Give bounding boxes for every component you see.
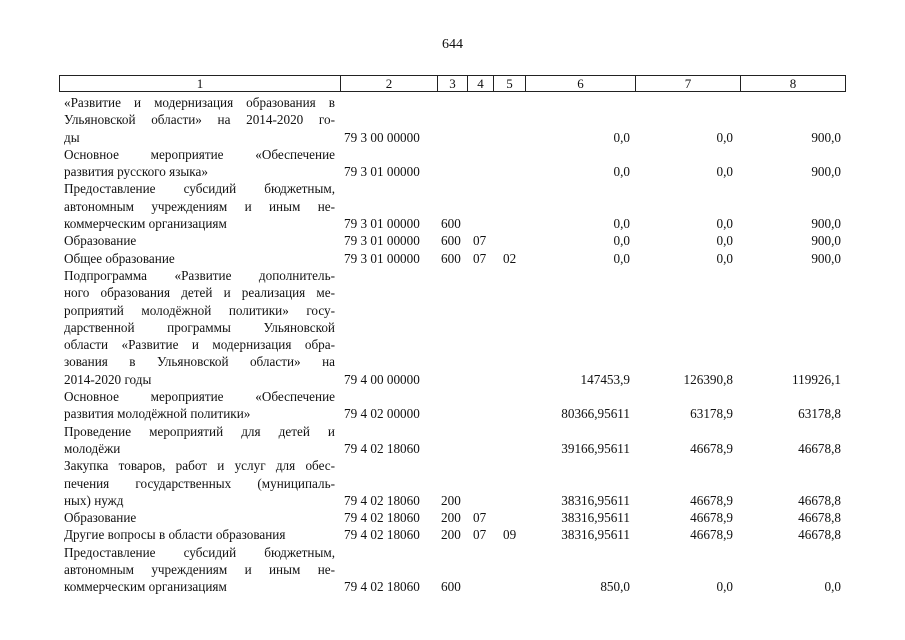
amount-col-6: 147453,9 [580, 371, 630, 387]
row-description [64, 94, 335, 146]
target-code: 79 3 01 00000 [344, 250, 420, 266]
description-line: «Развитие и модернизация образования в [64, 95, 335, 110]
table-row [0, 544, 905, 596]
description-line: ного образования детей и реализация ме- [64, 285, 335, 301]
description-line: коммерческим организациям [64, 216, 227, 232]
subsection: 09 [503, 527, 517, 543]
section: 07 [473, 510, 487, 526]
amount-col-7: 0,0 [716, 250, 733, 266]
expense-type: 600 [441, 579, 461, 595]
target-code: 79 4 00 00000 [344, 371, 420, 387]
description-line: зования в Ульяновской области» на [64, 354, 335, 370]
amount-col-6: 80366,95611 [561, 406, 630, 422]
row-description [64, 250, 335, 267]
amount-col-7: 0,0 [716, 164, 733, 180]
description-line: Предоставление субсидий бюджетным, [64, 544, 335, 560]
amount-col-8: 900,0 [811, 164, 841, 180]
expense-type: 600 [441, 250, 461, 266]
target-code: 79 4 02 18060 [344, 510, 420, 526]
header-col-4: 4 [468, 76, 494, 91]
description-line: ды [64, 129, 80, 145]
table-row [0, 423, 905, 458]
target-code: 79 4 02 18060 [344, 579, 420, 595]
description-line: печения государственных (муниципаль- [64, 475, 335, 491]
amount-col-6: 0,0 [613, 164, 630, 180]
table-row [0, 94, 905, 146]
description-line: области «Развитие и модернизация обра- [64, 337, 335, 353]
description-line: Ульяновской области» на 2014-2020 го- [64, 112, 335, 128]
amount-col-8: 46678,8 [798, 492, 841, 508]
amount-col-6: 0,0 [613, 233, 630, 249]
description-line: ных) нужд [64, 492, 124, 508]
amount-col-6: 0,0 [613, 250, 630, 266]
amount-col-7: 0,0 [716, 233, 733, 249]
target-code: 79 4 02 00000 [344, 406, 420, 422]
amount-col-8: 119926,1 [792, 371, 841, 387]
amount-col-7: 46678,9 [690, 440, 733, 456]
expense-type: 200 [441, 510, 461, 526]
amount-col-8: 900,0 [811, 216, 841, 232]
amount-col-7: 63178,9 [690, 406, 733, 422]
description-line: Другие вопросы в области образования [64, 527, 286, 543]
target-code: 79 3 01 00000 [344, 233, 420, 249]
description-line: Основное мероприятие «Обеспечение [64, 146, 335, 162]
amount-col-6: 0,0 [613, 216, 630, 232]
description-line: автономным учреждениям и иным не- [64, 198, 335, 214]
amount-col-6: 38316,95611 [561, 510, 630, 526]
table-row [0, 180, 905, 232]
description-line: Предоставление субсидий бюджетным, [64, 181, 335, 197]
amount-col-8: 900,0 [811, 129, 841, 145]
section: 07 [473, 250, 487, 266]
subsection: 02 [503, 250, 517, 266]
amount-col-6: 38316,95611 [561, 492, 630, 508]
amount-col-8: 0,0 [824, 579, 841, 595]
amount-col-8: 46678,8 [798, 510, 841, 526]
amount-col-7: 46678,9 [690, 510, 733, 526]
amount-col-7: 46678,9 [690, 492, 733, 508]
target-code: 79 3 01 00000 [344, 164, 420, 180]
amount-col-6: 39166,95611 [561, 440, 630, 456]
row-description [64, 423, 335, 458]
amount-col-6: 38316,95611 [561, 527, 630, 543]
table-row [0, 232, 905, 249]
header-col-8: 8 [789, 76, 797, 91]
description-line: автономным учреждениям и иным не- [64, 562, 335, 578]
row-description [64, 388, 335, 423]
table-body [0, 94, 905, 596]
amount-col-8: 46678,8 [798, 440, 841, 456]
table-row [0, 267, 905, 388]
table-row [0, 526, 905, 543]
header-col-5: 5 [494, 76, 526, 91]
section: 07 [473, 527, 487, 543]
description-line: коммерческим организациям [64, 579, 227, 595]
description-line: роприятий молодёжной политики» госу- [64, 302, 335, 318]
expense-type: 200 [441, 527, 461, 543]
amount-col-8: 63178,8 [798, 406, 841, 422]
row-description [64, 509, 335, 526]
target-code: 79 4 02 18060 [344, 492, 420, 508]
table-header [59, 75, 846, 92]
amount-col-8: 900,0 [811, 233, 841, 249]
row-description [64, 146, 335, 181]
row-description [64, 180, 335, 232]
description-line: развития молодёжной политики» [64, 406, 251, 422]
header-col-7: 7 [636, 76, 741, 91]
amount-col-6: 850,0 [600, 579, 630, 595]
header-col-1: 1 [60, 76, 341, 91]
target-code: 79 3 00 00000 [344, 129, 420, 145]
target-code: 79 4 02 18060 [344, 527, 420, 543]
description-line: дарственной программы Ульяновской [64, 319, 335, 335]
header-col-6: 6 [526, 76, 636, 91]
target-code: 79 3 01 00000 [344, 216, 420, 232]
description-line: Закупка товаров, работ и услуг для обес- [64, 458, 335, 474]
expense-type: 600 [441, 233, 461, 249]
description-line: Проведение мероприятий для детей и [64, 423, 335, 439]
amount-col-6: 0,0 [613, 129, 630, 145]
description-line: Образование [64, 233, 137, 249]
expense-type: 600 [441, 216, 461, 232]
amount-col-7: 46678,9 [690, 527, 733, 543]
amount-col-8: 46678,8 [798, 527, 841, 543]
row-description [64, 457, 335, 509]
description-line: молодёжи [64, 440, 121, 456]
amount-col-7: 0,0 [716, 216, 733, 232]
description-line: Общее образование [64, 250, 175, 266]
row-description [64, 526, 335, 543]
description-line: Подпрограмма «Развитие дополнитель- [64, 267, 335, 283]
table-row [0, 457, 905, 509]
description-line: 2014-2020 годы [64, 371, 152, 387]
amount-col-7: 126390,8 [683, 371, 733, 387]
amount-col-7: 0,0 [716, 579, 733, 595]
page-number: 644 [442, 37, 463, 52]
section: 07 [473, 233, 487, 249]
row-description [64, 232, 335, 249]
table-row [0, 509, 905, 526]
description-line: Образование [64, 510, 137, 526]
table-row [0, 250, 905, 267]
header-col-3: 3 [438, 76, 468, 91]
row-description [64, 267, 335, 388]
target-code: 79 4 02 18060 [344, 440, 420, 456]
row-description [64, 544, 335, 596]
table-row [0, 388, 905, 423]
amount-col-7: 0,0 [716, 129, 733, 145]
description-line: развития русского языка» [64, 164, 208, 180]
expense-type: 200 [441, 492, 461, 508]
amount-col-8: 900,0 [811, 250, 841, 266]
table-row [0, 146, 905, 181]
description-line: Основное мероприятие «Обеспечение [64, 389, 335, 405]
header-col-2: 2 [341, 76, 438, 91]
